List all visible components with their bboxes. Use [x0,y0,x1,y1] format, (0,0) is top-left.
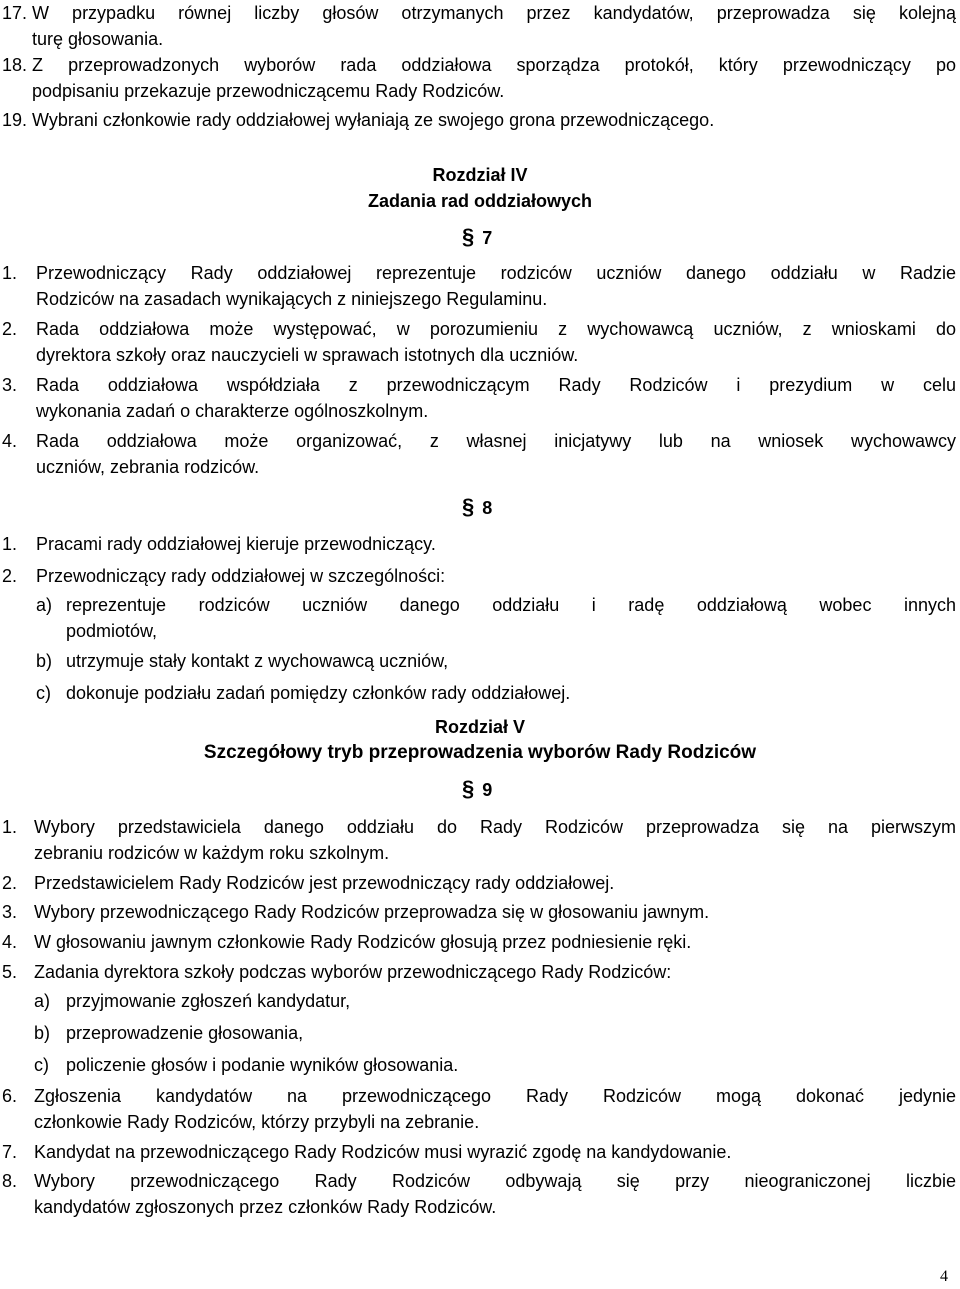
section-number: 7 [482,228,493,248]
item-text-line: członkowie Rady Rodziców, którzy przybyli na zebranie. [34,1112,480,1132]
item-number: 2. [2,566,18,586]
item-text-line: policzenie głosów i podanie wyników głosowania. [66,1055,459,1075]
item-letter: b) [34,1023,51,1043]
item-number: 6. [2,1086,18,1106]
item-text-line: Wybrani członkowie rady oddziałowej wyłaniają ze swojego grona przewodniczącego. [32,110,715,130]
item-number: 4. [2,431,18,451]
item-number: 2. [2,873,18,893]
item-text-line: Przewodniczący rady oddziałowej w szczególności: [36,566,446,586]
item-text-line: Przedstawicielem Rady Rodziców jest przewodniczący rady oddziałowej. [34,873,615,893]
item-text-line: W głosowaniu jawnym członkowie Rady Rodziców głosują przez podniesienie ręki. [34,932,692,952]
section-9-heading [462,776,492,803]
item-letter: c) [36,683,51,703]
item-letter: c) [34,1055,49,1075]
item-text-line: Zgłoszenia kandydatów na przewodniczącego Rady Rodziców mogą dokonać jedynie [34,1086,956,1106]
item-number: 2. [2,319,18,339]
item-text-line: Wybory przewodniczącego Rady Rodziców odbywają się przy nieograniczonej liczbie [34,1171,956,1191]
item-text-line: W przypadku równej liczby głosów otrzymanych przez kandydatów, przeprowadza się kolejną [32,3,956,23]
item-number: 3. [2,902,18,922]
item-number: 1. [2,817,18,837]
section-7-heading [462,224,492,251]
chapter-5-title: Rozdział V [434,717,525,737]
item-text-line: Z przeprowadzonych wyborów rada oddziałowa sporządza protokół, który przewodniczący po [32,55,956,75]
item-text-line: Zadania dyrektora szkoły podczas wyborów przewodniczącego Rady Rodziców: [34,962,672,982]
item-text-line: przeprowadzenie głosowania, [66,1023,304,1043]
item-text-line: reprezentuje rodziców uczniów danego oddziału i radę oddziałową wobec innych [66,595,956,615]
item-letter: a) [36,595,53,615]
item-text-line: podmiotów, [66,621,158,641]
chapter-4-subtitle: Zadania rad oddziałowych [367,191,593,211]
chapter-4-title: Rozdział IV [432,165,528,185]
section-number: 8 [482,498,493,518]
chapter-5-subtitle: Szczegółowy tryb przeprowadzenia wyborów Rady Rodziców [203,742,757,763]
item-text-line: wykonania zadań o charakterze ogólnoszkolnym. [36,401,429,421]
page-number: 4 [940,1268,948,1285]
section-sign: § [462,776,475,801]
item-number: 1. [2,534,18,554]
item-text-line: przyjmowanie zgłoszeń kandydatur, [66,991,351,1011]
item-text-line: Rada oddziałowa współdziała z przewodniczącym Rady Rodziców i prezydium w celu [36,375,956,395]
item-text-line: Rada oddziałowa może organizować, z własnej inicjatywy lub na wniosek wychowawcy [36,431,956,451]
item-number: 17. [2,3,28,23]
section-8-heading [462,494,492,521]
item-text-line: Kandydat na przewodniczącego Rady Rodziców musi wyrazić zgodę na kandydowanie. [34,1142,732,1162]
item-text-line: zebraniu rodziców w każdym roku szkolnym. [34,843,390,863]
item-number: 7. [2,1142,18,1162]
item-number: 3. [2,375,18,395]
item-number: 18. [2,55,28,75]
item-text-line: uczniów, zebrania rodziców. [36,457,260,477]
section-sign: § [462,494,475,519]
item-text-line: Pracami rady oddziałowej kieruje przewodniczący. [36,534,436,554]
item-text-line: dokonuje podziału zadań pomiędzy członków rady oddziałowej. [66,683,571,703]
item-text-line: turę głosowania. [32,29,164,49]
item-number: 8. [2,1171,18,1191]
item-text-line: Wybory przewodniczącego Rady Rodziców przeprowadza się w głosowaniu jawnym. [34,902,710,922]
item-text-line: kandydatów zgłoszonych przez członków Rady Rodziców. [34,1197,497,1217]
item-number: 5. [2,962,18,982]
section-sign: § [462,224,475,249]
item-number: 4. [2,932,18,952]
item-letter: b) [36,651,53,671]
item-number: 1. [2,263,18,283]
section-number: 9 [482,780,493,800]
item-text-line: Rada oddziałowa może występować, w porozumieniu z wychowawcą uczniów, z wnioskami do [36,319,956,339]
item-number: 19. [2,110,28,130]
item-text-line: Wybory przedstawiciela danego oddziału do Rady Rodziców przeprowadza się na pierwszym [34,817,956,837]
item-letter: a) [34,991,51,1011]
item-text-line: Rodziców na zasadach wynikających z niniejszego Regulaminu. [36,289,548,309]
item-text-line: podpisaniu przekazuje przewodniczącemu Rady Rodziców. [32,81,505,101]
item-text-line: Przewodniczący Rady oddziałowej reprezentuje rodziców uczniów danego oddziału w Radzie [36,263,956,283]
item-text-line: utrzymuje stały kontakt z wychowawcą uczniów, [66,651,449,671]
item-text-line: dyrektora szkoły oraz nauczycieli w sprawach istotnych dla uczniów. [36,345,579,365]
